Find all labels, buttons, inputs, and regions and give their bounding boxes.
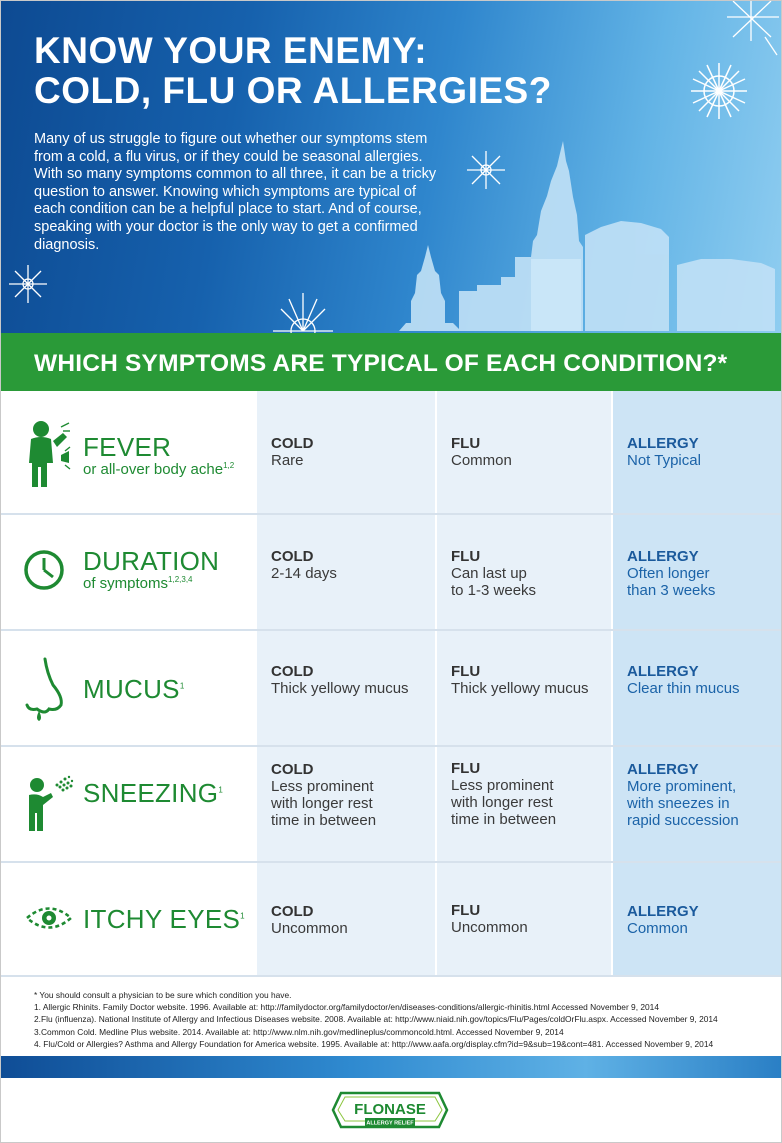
symptom-name (83, 905, 245, 933)
allergy-value: More prominent, with sneezes in rapid succession (627, 778, 739, 829)
cold-cell (257, 863, 435, 975)
footnote-disclaimer: * You should consult a physician to be sure which condition you have. (34, 990, 292, 1000)
symptom-label (83, 675, 185, 703)
cold-label: COLD (271, 548, 314, 565)
allergy-cell (613, 747, 781, 861)
symptom-name: DURATION (83, 546, 220, 576)
flu-cell (437, 631, 611, 745)
flu-cell (437, 391, 611, 513)
reference-sup: 1 (218, 785, 224, 795)
flonase-logo (331, 1091, 449, 1129)
cold-cell (257, 391, 435, 513)
page-title (34, 31, 552, 111)
symptom-cell (1, 515, 255, 629)
snowflake-icon (691, 63, 747, 119)
reference-sup: 1 (240, 911, 245, 921)
allergy-label: ALLERGY (627, 548, 699, 565)
symptom-label (83, 779, 223, 807)
cold-label: COLD (271, 903, 314, 920)
symptom-cell (1, 391, 255, 513)
cold-value: Uncommon (271, 920, 348, 937)
cold-value: 2-14 days (271, 565, 337, 582)
symptom-name-text: MUCUS (83, 674, 180, 704)
cold-cell (257, 515, 435, 629)
title-line-1: KNOW YOUR ENEMY: (34, 30, 428, 71)
flu-label: FLU (451, 548, 481, 565)
cold-label: COLD (271, 663, 314, 680)
allergy-value: Often longer than 3 weeks (627, 565, 716, 599)
section-heading-band (1, 333, 781, 391)
symptom-label (83, 547, 219, 593)
symptom-label (83, 433, 234, 479)
logo-brand: FLONASE (354, 1101, 426, 1118)
sneezing-person-icon (23, 773, 75, 833)
allergy-cell (613, 515, 781, 629)
symptom-subtitle-text: of symptoms (83, 575, 169, 592)
cold-label: COLD (271, 761, 314, 778)
flu-label: FLU (451, 902, 481, 919)
symptom-label (83, 905, 245, 933)
fever-icon (23, 419, 71, 489)
flu-cell (437, 515, 611, 629)
footnote-4: 4. Flu/Cold or Allergies? Asthma and Allergy Foundation for America website. 1995. Available at: http://www.aafa.org/display.cfm?id=9&sub=19&cont=481. Accessed November 9, 2014 (34, 1038, 714, 1049)
symptom-subtitle-text: or all-over body ache (83, 461, 224, 478)
eye-icon (23, 901, 75, 935)
symptom-name (83, 779, 223, 807)
reference-sup: 1,2,3,4 (168, 575, 193, 584)
allergy-label: ALLERGY (627, 761, 699, 778)
cold-cell (257, 747, 435, 861)
symptom-subtitle (83, 575, 219, 593)
allergy-label: ALLERGY (627, 435, 699, 452)
symptom-subtitle (83, 461, 234, 479)
nose-icon (23, 657, 73, 721)
reference-sup: 1 (179, 681, 185, 691)
allergy-label: ALLERGY (627, 903, 699, 920)
cold-value: Thick yellowy mucus (271, 680, 409, 697)
table-row (1, 391, 781, 513)
allergy-cell (613, 863, 781, 975)
symptom-name-text: SNEEZING (83, 778, 219, 808)
symptom-name (83, 675, 185, 703)
cold-value: Less prominent with longer rest time in between (271, 778, 377, 829)
flu-label: FLU (451, 663, 481, 680)
logo-tagline: ALLERGY RELIEF (366, 1120, 414, 1127)
allergy-value: Not Typical (627, 452, 701, 469)
header-banner (1, 1, 781, 333)
flu-value: Thick yellowy mucus (451, 680, 589, 697)
cold-label: COLD (271, 435, 314, 452)
symptom-cell (1, 631, 255, 745)
symptom-cell (1, 863, 255, 975)
flu-cell (437, 863, 611, 975)
table-row (1, 515, 781, 629)
cold-cell (257, 631, 435, 745)
flu-label: FLU (451, 760, 481, 777)
snowflake-icon (273, 293, 333, 333)
snowflake-icon (9, 265, 47, 303)
symptom-name: FEVER (83, 432, 172, 462)
allergy-cell (613, 631, 781, 745)
clock-icon (23, 549, 67, 593)
reference-sup: 1,2 (223, 461, 235, 470)
footnotes (34, 989, 774, 1050)
symptom-name-text: ITCHY EYES (83, 904, 241, 934)
flu-cell (437, 747, 611, 861)
intro-paragraph: Many of us struggle to figure out whether our symptoms stem from a cold, a flu virus, or if they could be seasonal allergies. With so many symptoms common to all three, it can be a tricky question to answer. Knowing which symptoms are typical of each condition can be a helpful place to start. And of course, speaking with your doctor is the only way to get a confirmed diagnosis. (34, 131, 437, 253)
section-heading: WHICH SYMPTOMS ARE TYPICAL OF EACH CONDITION?* (34, 350, 728, 377)
symptom-cell (1, 747, 255, 861)
footnote-2: 2.Flu (influenza). National Institute of Allergy and Infectious Diseases website. 2008. Available at: http://www.niaid.nih.gov/topics/Flu/Pages/coldOrFlu.aspx. Accessed November 9, 2014 (34, 1014, 718, 1025)
footnote-1: 1. Allergic Rhinits. Family Doctor website. 1996. Available at: http://familydoctor.org/familydoctor/en/diseases-conditions/allergic-rhinitis.html Accessed November 9, 2014 (34, 1002, 660, 1013)
allergy-label: ALLERGY (627, 663, 699, 680)
allergy-value: Clear thin mucus (627, 680, 740, 697)
title-line-2: COLD, FLU OR ALLERGIES? (34, 70, 552, 111)
table-row (1, 747, 781, 861)
footnote-3: 3.Common Cold. Medline Plus website. 2014. Available at: http://www.nlm.nih.gov/medlineplus/commoncold.html. Accessed November 9, 2014 (34, 1026, 564, 1037)
allergy-value: Common (627, 920, 688, 937)
footer-bar (1, 1056, 781, 1078)
flu-value: Can last up to 1-3 weeks (451, 565, 537, 599)
allergy-cell (613, 391, 781, 513)
flu-value: Common (451, 452, 512, 469)
flu-value: Less prominent with longer rest time in between (451, 777, 557, 828)
snowflake-icon (467, 151, 505, 189)
table-row (1, 863, 781, 975)
cold-value: Rare (271, 452, 304, 469)
flu-value: Uncommon (451, 919, 528, 936)
table-row (1, 631, 781, 745)
flu-label: FLU (451, 435, 481, 452)
snowflake-icon (727, 1, 779, 55)
